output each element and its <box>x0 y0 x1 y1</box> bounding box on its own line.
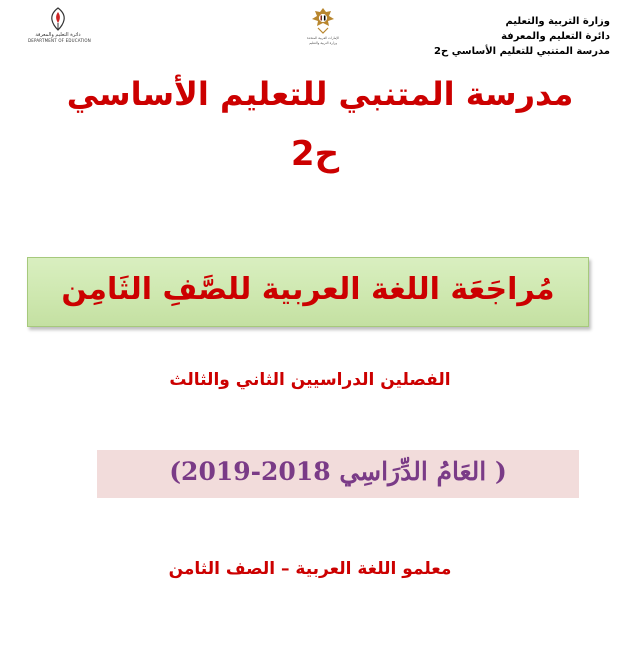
emblem-caption-1: الإمارات العربية المتحدة <box>306 36 340 40</box>
school-branch: ح2 <box>290 134 340 174</box>
teachers-line: معلمو اللغة العربية – الصف الثامن <box>168 559 452 579</box>
ministry-header <box>410 14 610 59</box>
uae-emblem <box>303 6 343 45</box>
falcon-emblem-icon <box>309 6 337 36</box>
department-name: دائرة التعليم والمعرفة <box>501 31 610 42</box>
logo-caption-arabic: دائرة التعليم والمعرفة <box>35 32 81 38</box>
academic-year: ( العَامُ الدِّرَاسِي 2018-2019) <box>169 457 507 486</box>
school-title: مدرسة المتنبي للتعليم الأساسي <box>66 75 574 113</box>
semesters-line: الفصلين الدراسيين الثاني والثالث <box>169 370 451 390</box>
education-logo-icon <box>45 6 71 32</box>
school-header-line: مدرسة المتنبي للتعليم الأساسي ح2 <box>434 46 610 57</box>
department-of-education-logo <box>28 6 91 43</box>
ministry-name: وزارة التربية والتعليم <box>505 16 610 27</box>
review-heading: مُراجَعَة اللغة العربية للصَّفِ الثَامِن <box>61 272 555 307</box>
emblem-caption-2: وزارة التربية والتعليم <box>309 40 337 45</box>
logo-caption-english: DEPARTMENT OF EDUCATION <box>28 38 91 43</box>
